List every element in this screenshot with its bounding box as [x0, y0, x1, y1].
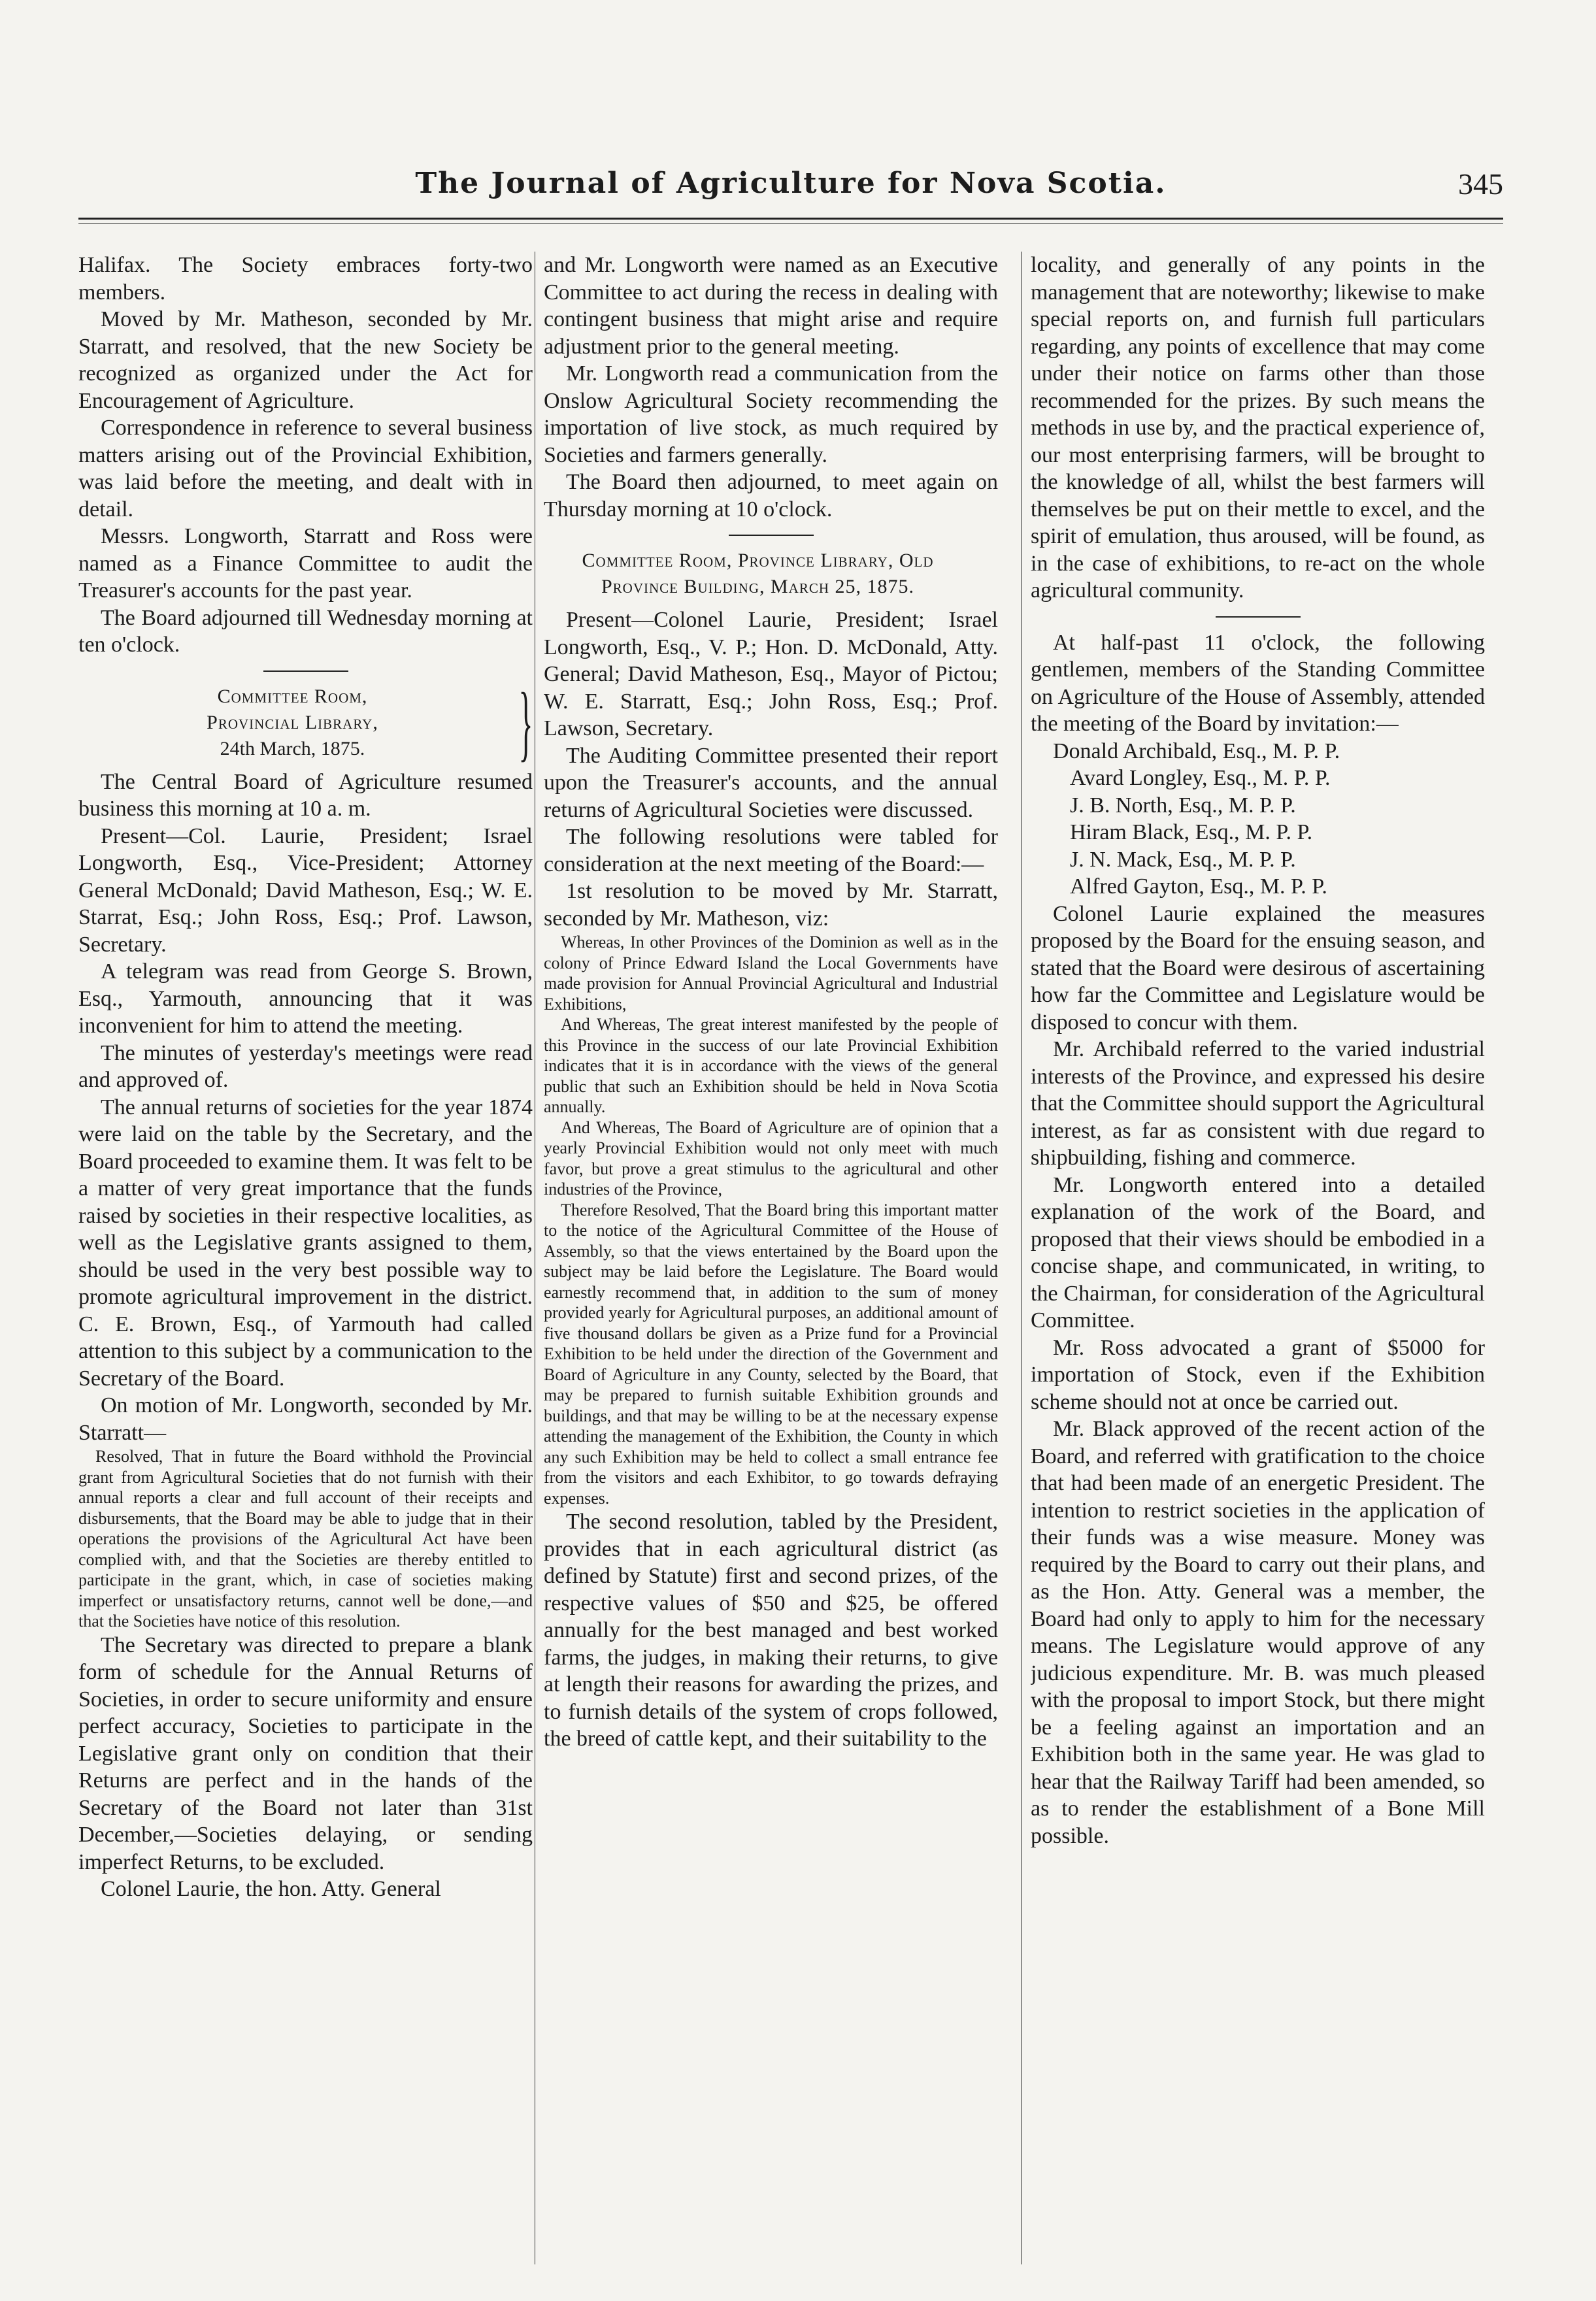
paragraph: Colonel Laurie, the hon. Atty. General: [101, 1877, 441, 1901]
paragraph: Mr. Ross advocated a grant of $5000 for importation of Stock, even if the Exhibition scheme should not at once be carried out.: [1031, 1335, 1485, 1414]
paragraph: The annual returns of societies for the year 1874 were laid on the table by the Secretary, and the Board proceeded to examine them. It was felt to be a matter of very great importance that the funds raised by societies in their respective localities, as well as the Legislative grants assigned to them, should be used in the very best possible way to promote agricultural improvement in the district. C. E. Brown, Esq., of Yarmouth had called attention to this subject by a communication to the Secretary of the Board.: [78, 1095, 533, 1391]
paragraph: The Central Board of Agriculture resumed business this morning at 10 a. m.: [78, 769, 533, 821]
resolution-paragraph: Resolved, That in future the Board withhold the Provincial grant from Agricultural Societies that do not furnish with their annual reports a clear and full account of their receipts and disbursements, that the Board may be able to judge that in their operations the provisions of the Agricultural Act have been complied with, and that the Societies are thereby entitled to participate in the grant, which, in case of societies making imperfect or unsatisfactory returns, cannot well be done,—and that the Societies have notice of this resolution.: [78, 1447, 533, 1631]
paragraph: Colonel Laurie explained the measures proposed by the Board for the ensuing season, and stated that the Board were desirous of ascertaining how far the Committee and Legislature would be disposed to concur with them.: [1031, 901, 1485, 1035]
meeting-heading: [544, 548, 998, 600]
paragraph: and Mr. Longworth were named as an Executive Committee to act during the recess in dealing with contingent business that might arise and require adjustment prior to the general meeting.: [544, 253, 998, 359]
section-divider: [263, 670, 348, 672]
paragraph: The Board adjourned till Wednesday morning at ten o'clock.: [78, 605, 533, 657]
paragraph: The Board then adjourned, to meet again on Thursday morning at 10 o'clock.: [544, 470, 998, 521]
paragraph: A telegram was read from George S. Brown, Esq., Yarmouth, announcing that it was inconvenient for him to attend the meeting.: [78, 959, 533, 1038]
paragraph: locality, and generally of any points in the management that are noteworthy; likewise to make special reports on, and furnish full particulars regarding, any points of excellence that may come under their notice on farms other than those recommended for the prizes. By such means the methods in use by, and the practical experience of, our most enterprising farmers, will be brought to the knowledge of all, whilst the best farmers will themselves be put on their mettle to excel, and the spirit of emulation, thus aroused, will be found, as in the case of exhibitions, to re-act on the whole agricultural community.: [1031, 253, 1485, 603]
paragraph: Messrs. Longworth, Starratt and Ross were named as a Finance Committee to audit the Treasurer's accounts for the past year.: [78, 524, 533, 603]
member-name: J. B. North, Esq., M. P. P.: [1070, 793, 1296, 818]
resolution-paragraph: Therefore Resolved, That the Board bring this important matter to the notice of the Agricultural Committee of the House of Assembly, so that the views entertained by the Board upon the subject may be laid before the Legislature. The Board would earnestly recommend that, in addition to the sum of money provided yearly for Agricultural purposes, an additional amount of five thousand dollars be given as a Prize fund for a Provincial Exhibition to be held under the direction of the Government and Board of Agriculture in any County, selected by the Board, that may be prepared to furnish suitable Exhibition grounds and buildings, and that may be willing to be at the necessary expense attending the management of the Exhibition, the County in which any such Exhibition may be held to collect a small entrance fee from the visitors and each Exhibitor, to go towards defraying expenses.: [544, 1200, 998, 1508]
resolution-paragraph: And Whereas, The Board of Agriculture are of opinion that a yearly Provincial Exhibition would not only meet with much favor, but prove a great stimulus to the agricultural and other industries of the Province,: [544, 1117, 998, 1199]
committee-member-list: [1031, 738, 1485, 901]
paragraph: Halifax. The Society embraces forty-two members.: [78, 253, 533, 305]
paragraph: The second resolution, tabled by the President, provides that in each agricultural district (as defined by Statute) first and second prizes, of the respective values of $50 and $25, be offered annually for the best managed and best worked farms, the judges, in making their returns, to give at length their reasons for awarding the prizes, and to furnish details of the system of crops followed, the breed of cattle kept, and their suitability to the: [544, 1510, 998, 1751]
section-divider: [729, 535, 814, 536]
member-name: Hiram Black, Esq., M. P. P.: [1070, 820, 1313, 844]
heading-line: Committee Room, Province Library, Old: [582, 550, 934, 571]
heading-line: Provincial Library,: [207, 711, 378, 733]
resolution-text: [78, 1446, 533, 1632]
page-number: 345: [1458, 167, 1503, 201]
paragraph: The Secretary was directed to prepare a blank form of schedule for the Annual Returns of Societies, in order to secure uniformity and ensure perfect accuracy, Societies to participate in the Legislative grant only on condition that their Returns are perfect and in the hands of the Secretary of the Board not later than 31st December,—Societies delaying, or sending imperfect Returns, to be excluded.: [78, 1632, 533, 1874]
paragraph: Mr. Archibald referred to the varied industrial interests of the Province, and expressed his desire that the Committee should support the Agricultural interest, as far as consistent with due regard to shipbuilding, fishing and commerce.: [1031, 1037, 1485, 1170]
header-rule-thick: [78, 218, 1503, 220]
resolution-paragraph: And Whereas, The great interest manifested by the people of this Province in the success of our late Provincial Exhibition indicates that it is in accordance with the views of the general public that such an Exhibition should be held in Nova Scotia annually.: [544, 1015, 998, 1116]
member-name: Avard Longley, Esq., M. P. P.: [1070, 766, 1331, 790]
paragraph: At half-past 11 o'clock, the following gentlemen, members of the Standing Committee on Agriculture of the House of Assembly, attended the meeting of the Board by invitation:—: [1031, 630, 1485, 736]
paragraph: Correspondence in reference to several business matters arising out of the Provincial Exhibition, was laid before the meeting, and dealt with in detail.: [78, 416, 533, 521]
paragraph: Mr. Longworth entered into a detailed explanation of the work of the Board, and proposed that their views should be embodied in a concise shape, and communicated, in writing, to the Chairman, for consideration of the Agricultural Committee.: [1031, 1172, 1485, 1333]
page-header: [78, 167, 1503, 219]
running-title: The Journal of Agriculture for Nova Scotia.: [415, 167, 1167, 200]
heading-line: Province Building, March 25, 1875.: [601, 576, 915, 597]
heading-line: 24th March, 1875.: [220, 737, 365, 759]
paragraph: The Auditing Committee presented their report upon the Treasurer's accounts, and the annual returns of Agricultural Societies were discussed.: [544, 743, 998, 822]
section-divider: [1216, 616, 1301, 618]
paragraph: On motion of Mr. Longworth, seconded by Mr. Starratt—: [78, 1393, 533, 1445]
paragraph: Moved by Mr. Matheson, seconded by Mr. Starratt, and resolved, that the new Society be recognized as organized under the Act for Encouragement of Agriculture.: [78, 307, 533, 413]
resolution-text: [544, 932, 998, 1508]
member-name: J. N. Mack, Esq., M. P. P.: [1070, 847, 1296, 872]
column-left: [78, 252, 533, 2264]
paragraph: The following resolutions were tabled for consideration at the next meeting of the Board:—: [544, 825, 998, 876]
column-middle: [544, 252, 998, 2264]
member-name: Donald Archibald, Esq., M. P. P.: [1053, 738, 1340, 763]
resolution-paragraph: Whereas, In other Provinces of the Dominion as well as in the colony of Prince Edward Island the Local Governments have made provision for Annual Provincial Agricultural and Industrial Exhibitions,: [544, 933, 998, 1014]
column-right: [1031, 252, 1485, 2264]
paragraph: 1st resolution to be moved by Mr. Starratt, seconded by Mr. Matheson, viz:: [544, 879, 998, 931]
paragraph: Present—Colonel Laurie, President; Israel Longworth, Esq., V. P.; Hon. D. McDonald, Atty. General; David Matheson, Esq., Mayor of Pictou; W. E. Starratt, Esq.; John Ross, Esq.; Prof. Lawson, Secretary.: [544, 608, 998, 740]
paragraph: Mr. Longworth read a communication from the Onslow Agricultural Society recommending the importation of live stock, as much required by Societies and farmers generally.: [544, 361, 998, 467]
member-name: Alfred Gayton, Esq., M. P. P.: [1070, 874, 1327, 899]
paragraph: The minutes of yesterday's meetings were read and approved of.: [78, 1040, 533, 1092]
column-divider: [1021, 252, 1022, 2264]
brace-glyph: }: [518, 675, 533, 770]
meeting-heading: [78, 675, 533, 770]
heading-line: Committee Room,: [217, 685, 368, 707]
paragraph: Present—Col. Laurie, President; Israel Longworth, Esq., Vice-President; Attorney General McDonald; David Matheson, Esq.; W. E. Starrat, Esq.; John Ross, Esq.; Prof. Lawson, Secretary.: [78, 823, 533, 957]
paragraph: Mr. Black approved of the recent action of the Board, and referred with gratification to the choice that had been made of an energetic President. The intention to restrict societies in the application of their funds was a wise measure. Money was required by the Board to carry out their plans, and as the Hon. Atty. General was a member, the Board had only to apply to him for the necessary means. The Legislature would approve of any judicious expenditure. Mr. B. was much pleased with the proposal to import Stock, but there might be a feeling against an importation and an Exhibition both in the same year. He was glad to hear that the Railway Tariff had been amended, so as to render the establishment of a Bone Mill possible.: [1031, 1417, 1485, 1848]
